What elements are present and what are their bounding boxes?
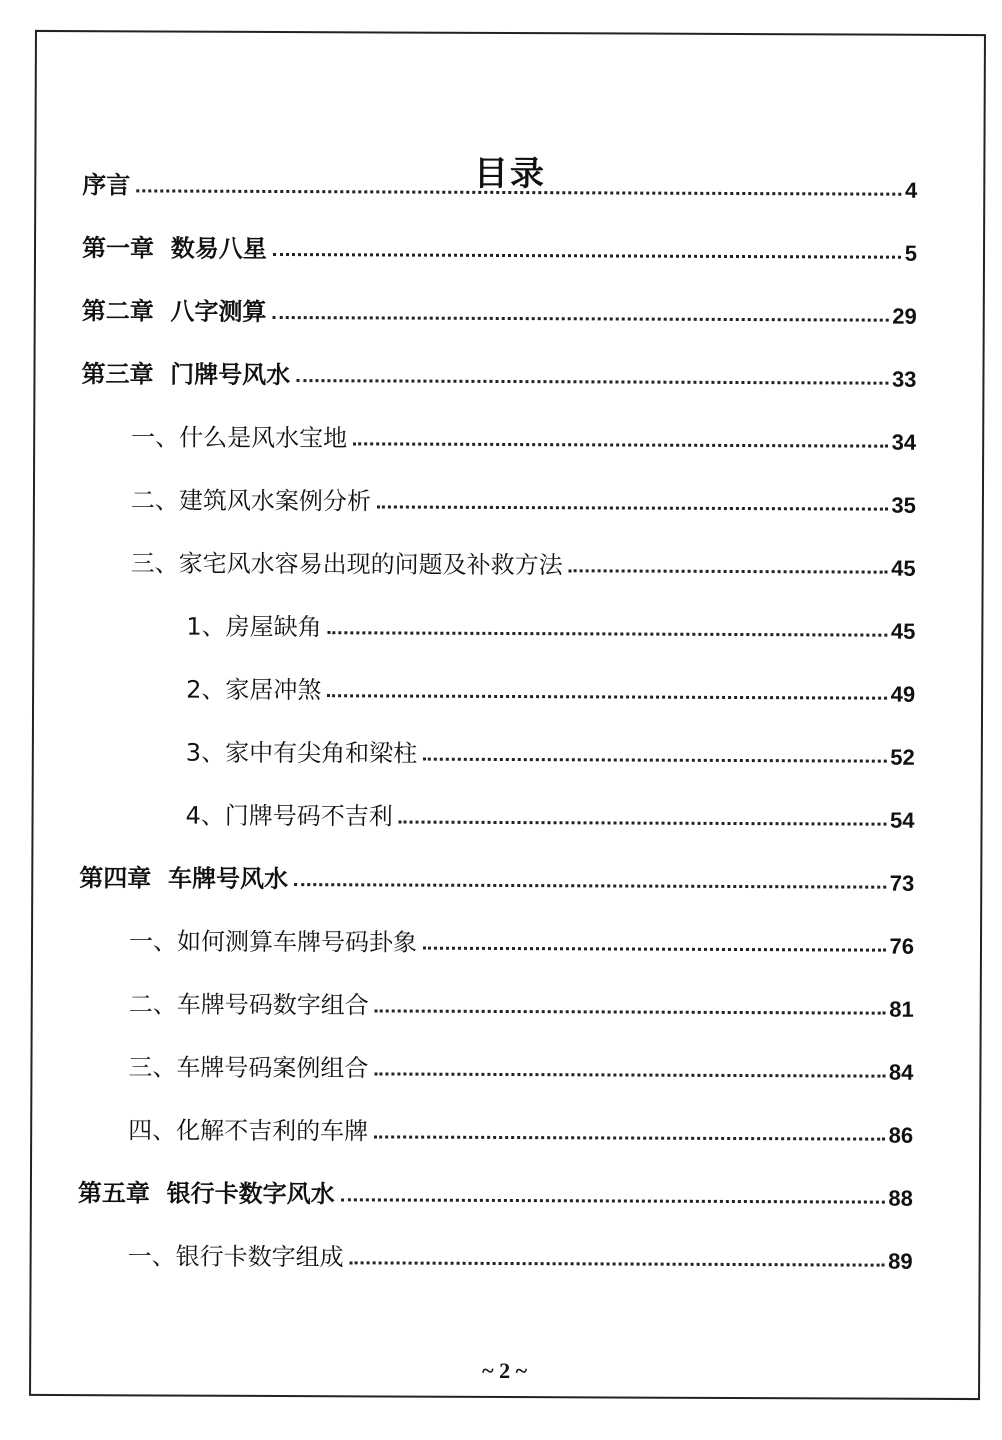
dot-leader bbox=[375, 1009, 886, 1014]
toc-entry-label: 第二章 八字测算 bbox=[81, 297, 267, 326]
dot-leader bbox=[353, 442, 888, 447]
toc-entry[interactable] bbox=[129, 920, 914, 959]
toc-entry-page: 45 bbox=[891, 555, 916, 581]
toc-entry-label: 二、建筑风水案例分析 bbox=[130, 486, 371, 516]
toc-entry-label: 四、化解不吉利的车牌 bbox=[128, 1116, 369, 1146]
dot-leader bbox=[328, 631, 887, 636]
dot-leader bbox=[273, 253, 901, 259]
toc-entry[interactable] bbox=[186, 669, 915, 708]
dot-leader bbox=[374, 1072, 885, 1077]
toc-entry-page: 54 bbox=[890, 807, 915, 833]
toc-entry-page: 49 bbox=[890, 681, 916, 707]
dot-leader bbox=[294, 883, 886, 889]
toc-entry[interactable] bbox=[185, 795, 914, 834]
dot-leader bbox=[296, 379, 888, 385]
toc-entry-label: 序言 bbox=[82, 171, 131, 200]
toc-entry[interactable] bbox=[81, 353, 916, 393]
toc-entry-label: 4、门牌号码不吉利 bbox=[185, 801, 393, 831]
toc-entry-page: 33 bbox=[891, 366, 917, 392]
toc-entry-label: 一、什么是风水宝地 bbox=[131, 423, 348, 453]
dot-leader bbox=[272, 316, 888, 322]
toc-entry-label: 3、家中有尖角和梁柱 bbox=[185, 738, 418, 768]
toc-entry-page: 45 bbox=[890, 618, 916, 644]
toc-entry[interactable] bbox=[82, 227, 917, 267]
toc-entry[interactable] bbox=[79, 857, 914, 897]
toc-entry[interactable] bbox=[128, 1046, 913, 1085]
toc-entry-page: 34 bbox=[891, 429, 917, 455]
toc-entry[interactable] bbox=[131, 416, 916, 455]
toc-entry-page: 35 bbox=[891, 492, 916, 518]
dot-leader bbox=[423, 758, 886, 763]
toc-entry-label: 一、如何测算车牌号码卦象 bbox=[128, 927, 418, 957]
toc-entry-label: 1、房屋缺角 bbox=[186, 612, 322, 642]
toc-entry-page: 89 bbox=[888, 1248, 913, 1274]
toc-entry[interactable] bbox=[131, 542, 916, 581]
page-title: 目录 bbox=[473, 153, 546, 195]
dot-leader bbox=[399, 821, 886, 826]
dot-leader bbox=[327, 694, 886, 699]
toc-entry-page: 84 bbox=[888, 1059, 914, 1085]
toc-entry-label: 二、车牌号码数字组合 bbox=[128, 990, 369, 1020]
toc-entry[interactable] bbox=[186, 606, 915, 645]
toc-entry-page: 88 bbox=[888, 1185, 913, 1211]
toc-entry-label: 第四章 车牌号风水 bbox=[79, 864, 289, 894]
toc-entry-label: 第五章 银行卡数字风水 bbox=[77, 1179, 335, 1209]
toc-entry[interactable] bbox=[82, 164, 917, 204]
toc-entry[interactable] bbox=[128, 1109, 913, 1148]
toc-entry[interactable] bbox=[128, 1235, 913, 1274]
toc-entry-page: 73 bbox=[889, 870, 915, 896]
toc-entry-page: 4 bbox=[904, 177, 918, 203]
toc-entry-page: 81 bbox=[889, 996, 914, 1022]
toc-entry-label: 一、银行卡数字组成 bbox=[127, 1242, 344, 1272]
page-frame bbox=[29, 30, 986, 1400]
toc-entry-page: 52 bbox=[890, 744, 915, 770]
dot-leader bbox=[374, 1135, 885, 1140]
page-number: ~ 2 ~ bbox=[482, 1357, 528, 1384]
dot-leader bbox=[136, 189, 901, 195]
toc-entry-label: 第三章 门牌号风水 bbox=[81, 360, 291, 390]
toc-entry-page: 76 bbox=[889, 933, 915, 959]
toc-entry[interactable] bbox=[186, 732, 915, 771]
toc-entry-label: 第一章 数易八星 bbox=[81, 234, 267, 263]
toc-entry[interactable] bbox=[129, 983, 914, 1022]
toc-entry-page: 5 bbox=[904, 240, 918, 266]
toc-entry-label: 2、家居冲煞 bbox=[186, 675, 322, 705]
toc-entry-page: 29 bbox=[892, 303, 917, 329]
dot-leader bbox=[341, 1198, 885, 1203]
toc-entry[interactable] bbox=[82, 290, 917, 330]
toc-entry[interactable] bbox=[131, 479, 916, 518]
dot-leader bbox=[569, 569, 888, 573]
toc-entry-label: 三、家宅风水容易出现的问题及补救方法 bbox=[130, 549, 563, 580]
toc-entry[interactable] bbox=[78, 1172, 913, 1212]
dot-leader bbox=[350, 1261, 885, 1266]
toc-entry-label: 三、车牌号码案例组合 bbox=[128, 1053, 369, 1083]
toc-entry-page: 86 bbox=[888, 1122, 914, 1148]
dot-leader bbox=[423, 947, 886, 952]
dot-leader bbox=[377, 505, 888, 510]
